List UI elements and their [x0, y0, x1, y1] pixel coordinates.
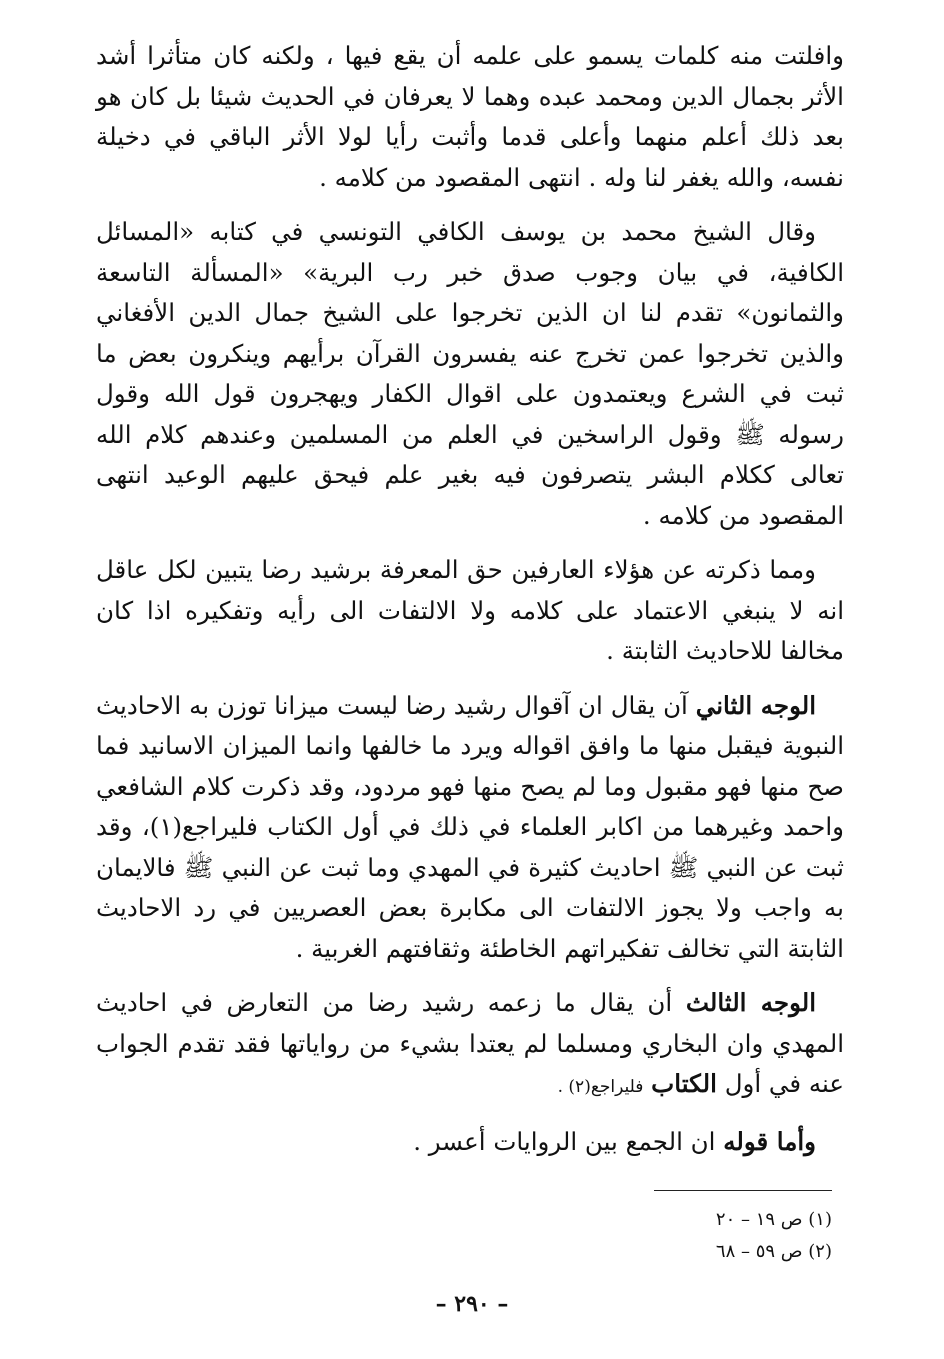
footnote-2: (٢) ص ٥٩ – ٦٨	[715, 1241, 832, 1262]
paragraph-3-text: ومما ذكرته عن هؤلاء العارفين حق المعرفة برشيد رضا يتبين لكل عاقل انه لا ينبغي الاعتماد على كلامه ولا الالتفات الى رأيه وتفكيره اذا كان مخالفا للاحاديث الثابتة .	[96, 555, 844, 665]
paragraph-4-text: آن يقال ان آقوال رشيد رضا ليست ميزانا توزن به الاحاديث النبوية فيقبل منها ما وافق اقواله ويرد ما خالفها وانما الميزان الاسانيد فما صح منها فهو مقبول وما لم يصح منها فهو مردود، وقد ذكرت كلام الشافعي واحمد وغيرهما من اكابر العلماء في ذلك في أول الكتاب فليراجع(١)، وقد ثبت عن النبي ﷺ احاديث كثيرة في المهدي وما ثبت عن النبي ﷺ فالايمان به واجب ولا يجوز الالتفات الى مكابرة بعض العصريين في رد الاحاديث الثابتة التي تخالف تفكيراتهم الخاطئة وثقافتهم الغربية .	[96, 690, 844, 963]
body-text	[96, 36, 844, 1168]
paragraph-5-bold-tail: الكتاب	[651, 1069, 717, 1098]
footnote-divider	[654, 1190, 832, 1191]
page-number: – ٢٩٠ –	[435, 1291, 509, 1317]
paragraph-4	[96, 686, 844, 970]
paragraph-5	[96, 983, 844, 1108]
footnote-1: (١) ص ١٩ – ٢٠	[715, 1209, 832, 1230]
paragraph-5-text: أن يقال ما زعمه رشيد رضا من التعارض في احاديث المهدي وان البخاري ومسلما لم يعتدا بشيء من رواياتها فقد تقدم الجواب عنه في أول	[96, 988, 844, 1098]
footnotes	[716, 1204, 832, 1268]
paragraph-2-text: وقال الشيخ محمد بن يوسف الكافي التونسي في كتابه «المسائل الكافية، في بيان وجوب صدق خبر رب البرية» «المسألة التاسعة والثمانون» تقدم لنا ان الذين تخرجوا على الشيخ جمال الدين الأفغاني والذين تخرجوا عمن تخرج عنه يفسرون القرآن برأيهم وينكرون بعض ما ثبت في الشرع ويعتمدون على اقوال الكفار ويهجرون قول الله وقول رسوله ﷺ وقول الراسخين في العلم من المسلمين وعندهم كلام الله تعالى ككلام البشر يتصرفون فيه بغير علم فيحق عليهم الوعيد انتهى المقصود من كلامه .	[96, 217, 844, 530]
paragraph-6-heading: وأما قوله	[723, 1126, 816, 1156]
paragraph-4-heading: الوجه الثاني	[695, 690, 816, 720]
paragraph-6	[96, 1122, 844, 1163]
paragraph-1-text: وافلتت منه كلمات يسمو على علمه أن يقع فيها ، ولكنه كان متأثرا أشد الأثر بجمال الدين ومحمد عبده وهما لا يعرفان في الحديث شيئا بل كان هو بعد ذلك أعلم منهما وأعلى قدما وأثبت رأيا لولا الأثر الباقي في دخيلة نفسه، والله يغفر لنا وله . انتهى المقصود من كلامه .	[96, 41, 844, 192]
paragraph-2	[96, 212, 844, 536]
paragraph-5-small-tail: فليراجع(٢) .	[557, 1077, 644, 1097]
paragraph-6-text: ان الجمع بين الروايات أعسر .	[413, 1126, 716, 1156]
paragraph-3	[96, 550, 844, 672]
paragraph-1	[96, 36, 844, 198]
paragraph-5-heading: الوجه الثالث	[685, 988, 817, 1017]
